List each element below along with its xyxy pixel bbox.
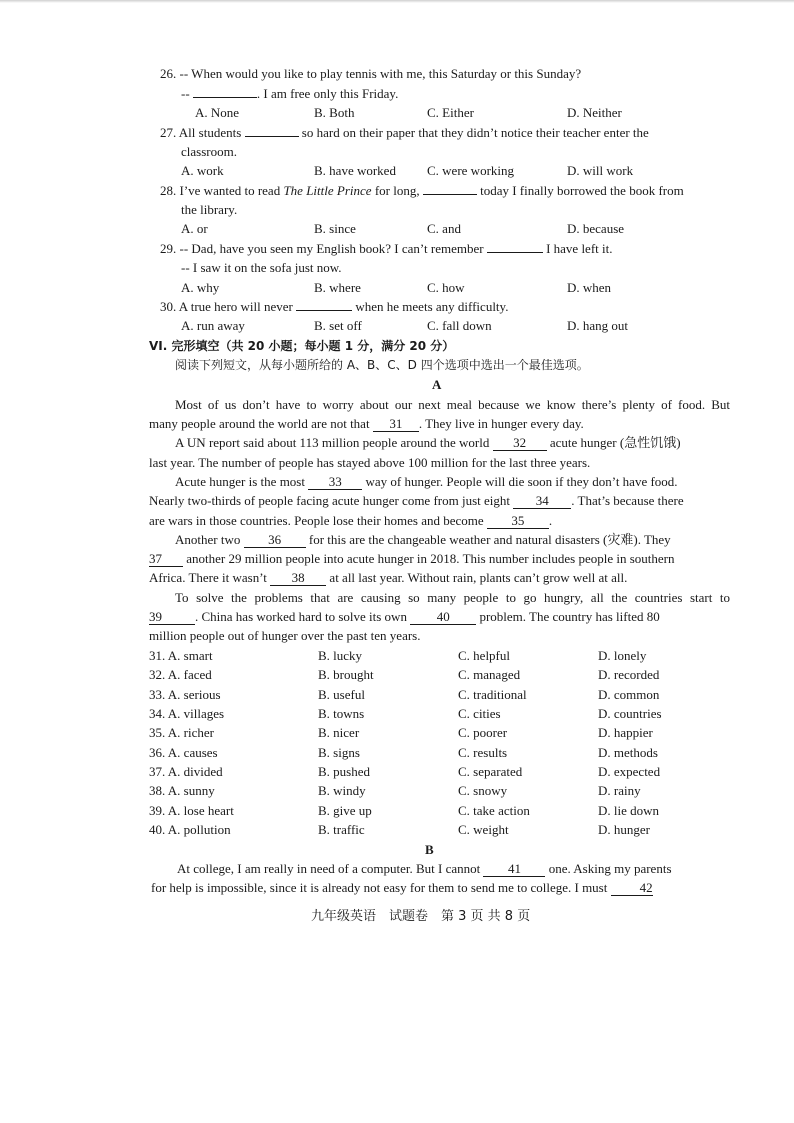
choice-option[interactable]: D. rainy bbox=[598, 783, 641, 798]
q30-option-b[interactable]: B. set off bbox=[314, 318, 362, 333]
passage-text: . That’s because there bbox=[571, 493, 684, 508]
q28-option-d[interactable]: D. because bbox=[567, 221, 625, 236]
choice-option[interactable]: B. useful bbox=[318, 687, 365, 702]
choice-option[interactable]: D. common bbox=[598, 687, 660, 702]
passage-text: Another two bbox=[175, 532, 241, 547]
passage-a-line bbox=[149, 493, 684, 509]
blank-40[interactable]: 40 bbox=[410, 610, 476, 625]
choice-option[interactable]: D. lonely bbox=[598, 648, 647, 663]
passage-text: for this are the changeable weather and natural disasters (灾难). They bbox=[308, 532, 671, 547]
question-stem: today I finally borrowed the book from bbox=[480, 183, 684, 198]
choice-option[interactable]: D. hunger bbox=[598, 822, 650, 837]
choice-option[interactable]: 40. A. pollution bbox=[149, 822, 231, 837]
passage-a-line bbox=[149, 570, 627, 586]
q26-option-b[interactable]: B. Both bbox=[314, 105, 355, 120]
passage-a-line: To solve the problems that are causing so many people to go hungry, all the countries start to bbox=[175, 590, 730, 605]
blank-32[interactable]: 32 bbox=[493, 436, 547, 451]
choice-option[interactable]: B. brought bbox=[318, 667, 374, 682]
passage-text: Nearly two-thirds of people facing acute hunger come from just eight bbox=[149, 493, 510, 508]
choice-option[interactable]: D. lie down bbox=[598, 803, 660, 818]
question-29 bbox=[160, 241, 613, 257]
choice-option[interactable]: B. windy bbox=[318, 783, 366, 798]
choice-option[interactable]: 31. A. smart bbox=[149, 648, 213, 663]
answer-blank[interactable] bbox=[423, 194, 477, 195]
choice-option[interactable]: 37. A. divided bbox=[149, 764, 223, 779]
passage-text: At college, I am really in need of a computer. But I cannot bbox=[177, 861, 481, 876]
passage-text: acute hunger (急性饥饿) bbox=[549, 435, 681, 450]
page-footer: 九年级英语 试题卷 第 3 页 共 8 页 bbox=[311, 909, 531, 924]
choice-option[interactable]: C. separated bbox=[458, 764, 523, 779]
q30-option-d[interactable]: D. hang out bbox=[567, 318, 629, 333]
question-27-cont: classroom. bbox=[181, 144, 237, 159]
answer-blank[interactable] bbox=[245, 136, 299, 137]
passage-a-line bbox=[149, 609, 660, 625]
question-stem: for long, bbox=[374, 183, 420, 198]
q29-option-a[interactable]: A. why bbox=[181, 280, 220, 295]
question-stem: when he meets any difficulty. bbox=[355, 299, 509, 314]
q27-option-c[interactable]: C. were working bbox=[427, 163, 515, 178]
question-number: 30. bbox=[160, 299, 177, 314]
passage-text: problem. The country has lifted 80 bbox=[479, 609, 660, 624]
section-title: VI. 完形填空（共 20 小题；每小题 1 分，满分 20 分） bbox=[149, 339, 455, 353]
answer-blank[interactable] bbox=[193, 97, 257, 98]
q29-option-d[interactable]: D. when bbox=[567, 280, 612, 295]
q27-option-a[interactable]: A. work bbox=[181, 163, 224, 178]
choice-option[interactable]: B. towns bbox=[318, 706, 365, 721]
choice-option[interactable]: 33. A. serious bbox=[149, 687, 221, 702]
passage-a-label: A bbox=[432, 377, 442, 392]
choice-option[interactable]: D. countries bbox=[598, 706, 662, 721]
question-30 bbox=[160, 299, 508, 315]
blank-39[interactable]: 39 bbox=[149, 610, 195, 625]
choice-option[interactable]: C. results bbox=[458, 745, 508, 760]
choice-option[interactable]: 36. A. causes bbox=[149, 745, 218, 760]
q26-option-d[interactable]: D. Neither bbox=[567, 105, 622, 120]
passage-a-line bbox=[175, 474, 678, 490]
question-29-reply: -- I saw it on the sofa just now. bbox=[181, 260, 342, 275]
passage-a-line bbox=[149, 513, 552, 529]
passage-text: one. Asking my parents bbox=[548, 861, 672, 876]
passage-text: A UN report said about 113 million people around the world bbox=[175, 435, 490, 450]
q28-option-c[interactable]: C. and bbox=[427, 221, 461, 236]
question-stem: -- When would you like to play tennis with me, this Saturday or this Sunday? bbox=[179, 66, 582, 81]
blank-38[interactable]: 38 bbox=[270, 571, 326, 586]
blank-34[interactable]: 34 bbox=[513, 494, 571, 509]
question-number: 26. bbox=[160, 66, 177, 81]
question-stem: so hard on their paper that they didn’t notice their teacher enter the bbox=[301, 125, 649, 140]
question-28 bbox=[160, 183, 684, 199]
passage-text: . bbox=[548, 513, 553, 528]
choice-option[interactable]: C. helpful bbox=[458, 648, 510, 663]
question-stem: I’ve wanted to read bbox=[179, 183, 281, 198]
reply-prefix: -- bbox=[181, 86, 190, 101]
q27-option-d[interactable]: D. will work bbox=[567, 163, 634, 178]
choice-option[interactable]: D. recorded bbox=[598, 667, 660, 682]
answer-blank[interactable] bbox=[487, 252, 543, 253]
passage-text: many people around the world are not that bbox=[149, 416, 370, 431]
choice-option[interactable]: B. lucky bbox=[318, 648, 363, 663]
choice-option[interactable]: B. traffic bbox=[318, 822, 365, 837]
blank-37[interactable]: 37 bbox=[149, 552, 183, 567]
passage-text: another 29 million people into acute hunger in 2018. This number includes people in southern bbox=[186, 551, 675, 566]
question-number: 28. bbox=[160, 183, 177, 198]
passage-text: at all last year. Without rain, plants can’t grow well at all. bbox=[329, 570, 628, 585]
passage-text: Africa. There it wasn’t bbox=[149, 570, 267, 585]
question-stem: -- Dad, have you seen my English book? I can’t remember bbox=[179, 241, 484, 256]
question-26 bbox=[160, 66, 581, 82]
passage-a-line bbox=[175, 435, 681, 451]
question-27 bbox=[160, 125, 649, 141]
passage-b-label: B bbox=[425, 842, 434, 857]
choice-option[interactable]: D. methods bbox=[598, 745, 658, 760]
q27-option-b[interactable]: B. have worked bbox=[314, 163, 396, 178]
section-instruction: 阅读下列短文，从每小题所给的 A、B、C、D 四个选项中选出一个最佳选项。 bbox=[175, 358, 589, 372]
question-number: 29. bbox=[160, 241, 177, 256]
q29-option-c[interactable]: C. how bbox=[427, 280, 465, 295]
scan-edge bbox=[0, 0, 794, 3]
question-number: 27. bbox=[160, 125, 177, 140]
passage-a-line bbox=[175, 532, 671, 548]
passage-b-line bbox=[151, 880, 653, 896]
choice-option[interactable]: C. weight bbox=[458, 822, 509, 837]
passage-text: are wars in those countries. People lose their homes and become bbox=[149, 513, 484, 528]
reply-suffix: . I am free only this Friday. bbox=[256, 86, 399, 101]
blank-33[interactable]: 33 bbox=[308, 475, 362, 490]
q30-option-a[interactable]: A. run away bbox=[181, 318, 245, 333]
choice-option[interactable]: C. snowy bbox=[458, 783, 508, 798]
choice-option[interactable]: C. traditional bbox=[458, 687, 527, 702]
q29-option-b[interactable]: B. where bbox=[314, 280, 361, 295]
question-stem: A true hero will never bbox=[178, 299, 293, 314]
blank-36[interactable]: 36 bbox=[244, 533, 306, 548]
blank-41[interactable]: 41 bbox=[483, 862, 545, 877]
choice-option[interactable]: C. managed bbox=[458, 667, 521, 682]
book-title: The Little Prince bbox=[283, 183, 372, 198]
choice-option[interactable]: D. expected bbox=[598, 764, 661, 779]
passage-text: Acute hunger is the most bbox=[175, 474, 305, 489]
blank-42[interactable]: 42 bbox=[611, 881, 653, 896]
passage-text: . They live in hunger every day. bbox=[418, 416, 584, 431]
question-stem: I have left it. bbox=[546, 241, 613, 256]
choice-option[interactable]: 35. A. richer bbox=[149, 725, 214, 740]
q28-option-b[interactable]: B. since bbox=[314, 221, 356, 236]
choice-option[interactable]: B. signs bbox=[318, 745, 360, 760]
question-26-reply bbox=[181, 86, 398, 102]
passage-a-line bbox=[149, 551, 675, 567]
passage-a-line: Most of us don’t have to worry about our next meal because we know there’s plenty of food. But bbox=[175, 397, 730, 412]
blank-31[interactable]: 31 bbox=[373, 417, 419, 432]
q26-option-a[interactable]: A. None bbox=[195, 105, 240, 120]
blank-35[interactable]: 35 bbox=[487, 514, 549, 529]
passage-b-line bbox=[177, 861, 672, 877]
choice-option[interactable]: 32. A. faced bbox=[149, 667, 212, 682]
choice-option[interactable]: B. nicer bbox=[318, 725, 360, 740]
passage-a-line: million people out of hunger over the past ten years. bbox=[149, 628, 421, 643]
q30-option-c[interactable]: C. fall down bbox=[427, 318, 492, 333]
passage-text: way of hunger. People will die soon if they don’t have food. bbox=[365, 474, 678, 489]
passage-text: for help is impossible, since it is already not easy for them to send me to college. I must bbox=[151, 880, 608, 895]
q26-option-c[interactable]: C. Either bbox=[427, 105, 474, 120]
choice-option[interactable]: C. take action bbox=[458, 803, 530, 818]
choice-option[interactable]: B. give up bbox=[318, 803, 372, 818]
question-28-cont: the library. bbox=[181, 202, 238, 217]
choice-option[interactable]: 38. A. sunny bbox=[149, 783, 215, 798]
q28-option-a[interactable]: A. or bbox=[181, 221, 208, 236]
answer-blank[interactable] bbox=[296, 310, 352, 311]
passage-a-line: last year. The number of people has stayed above 100 million for the last three years. bbox=[149, 455, 591, 470]
choice-option[interactable]: D. happier bbox=[598, 725, 653, 740]
choice-option[interactable]: 39. A. lose heart bbox=[149, 803, 234, 818]
choice-option[interactable]: B. pushed bbox=[318, 764, 370, 779]
choice-option[interactable]: 34. A. villages bbox=[149, 706, 225, 721]
passage-text: . China has worked hard to solve its own bbox=[195, 609, 407, 624]
passage-a-line bbox=[149, 416, 584, 432]
question-stem: All students bbox=[178, 125, 242, 140]
choice-option[interactable]: C. cities bbox=[458, 706, 501, 721]
choice-option[interactable]: C. poorer bbox=[458, 725, 508, 740]
